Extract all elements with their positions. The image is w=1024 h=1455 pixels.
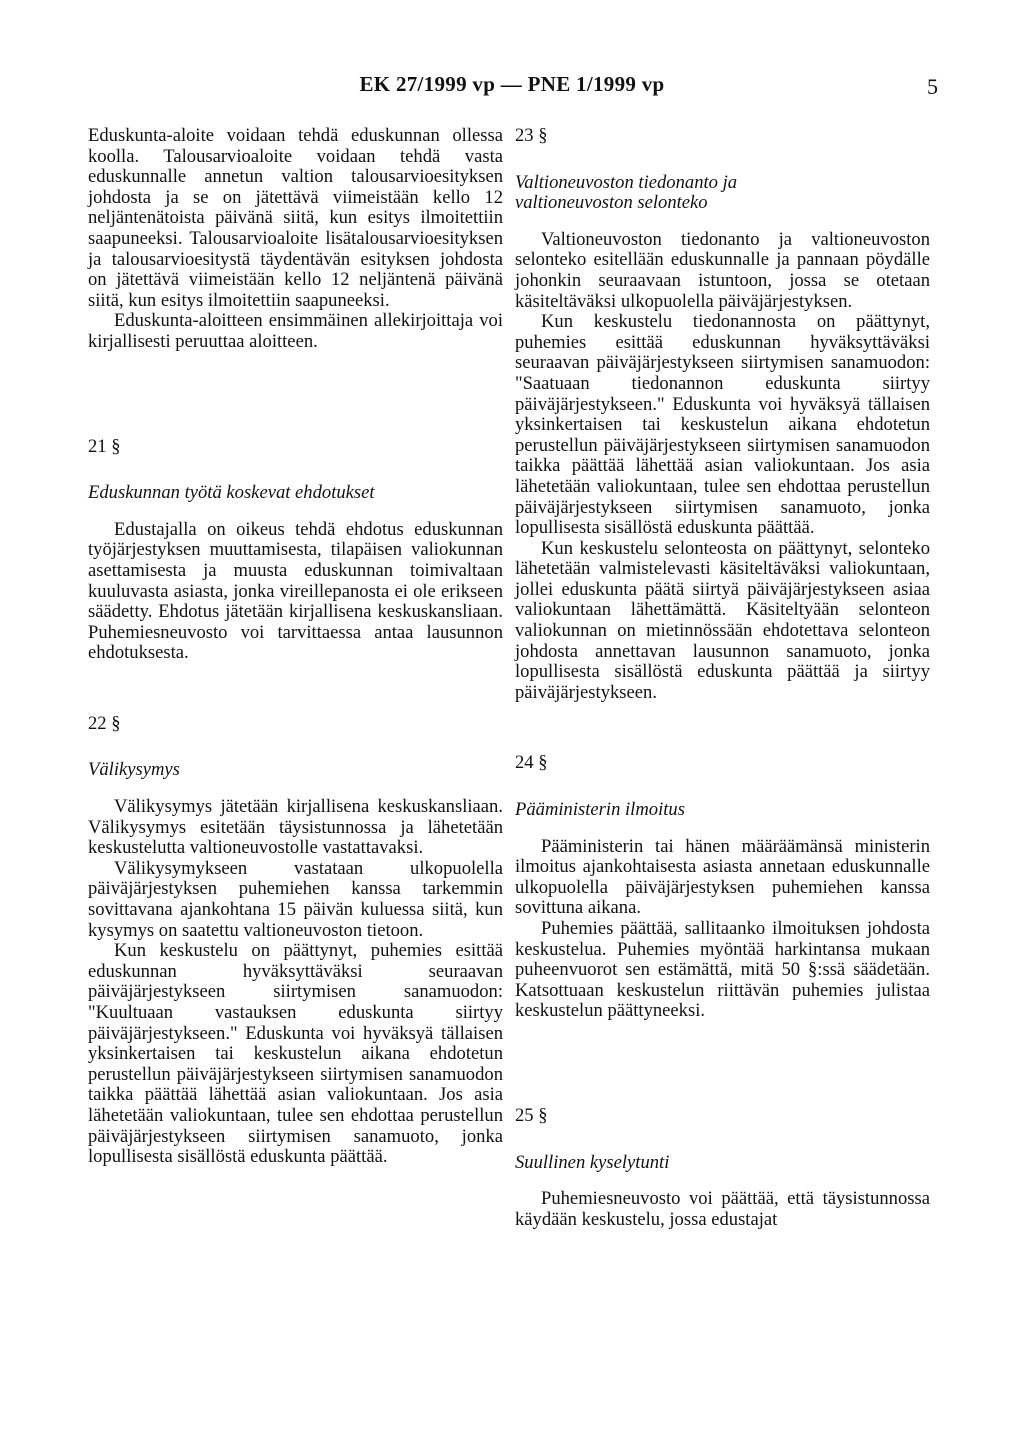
section-title-22: Välikysymys: [88, 759, 180, 781]
running-header: EK 27/1999 vp — PNE 1/1999 vp: [359, 72, 665, 96]
paragraph: Kun keskustelu selonteosta on päättynyt, selonteko lähetetään valmistelevasti käsiteltäväksi valiokuntaan, jollei eduskunta päätä siirtyä päiväjärjestykseen asiaa valiokuntaan lähettämättä. Käsiteltyään selonteon valiokunnan on mietinnössään ehdotettava selonteon johdosta annettavan lausunnon sanamuoto, jonka lopullisesta sisällöstä eduskunta päättää ja siirtyy päiväjärjestykseen.: [515, 537, 930, 703]
paragraph: Pääministerin tai hänen määräämänsä ministerin ilmoitus ajankohtaisesta asiasta annetaan eduskunnalle ulkopuolella päiväjärjestyksen puhemiehen kanssa sovittuna aikana.: [515, 835, 930, 919]
section-title-23: [515, 173, 930, 214]
paragraph: Välikysymys jätetään kirjallisena keskuskansliaan. Välikysymys esitetään täysistunnossa ja lähetetään keskustelutta valtioneuvostolle vastattavaksi.: [88, 796, 503, 859]
section-number-25: 25 §: [515, 1104, 548, 1126]
section-number-22: 22 §: [88, 712, 121, 734]
paragraph: Puhemies päättää, sallitaanko ilmoituksen johdosta keskustelua. Puhemies myöntää harkintansa mukaan puheenvuorot sen estämättä, mitä 50 §:ssä säädetään. Katsottuaan keskustelun riittävän puhemies julistaa keskustelun päättyneeksi.: [515, 918, 930, 1022]
paragraph: Eduskunta-aloite voidaan tehdä eduskunnan ollessa koolla. Talousarvioaloite voidaan tehdä vasta eduskunnalle annetun valtion talousarvioesityksen johdosta ja se on jätettävä viimeistään kello 12 neljäntenätoista päivänä siitä, kun esitys ilmoitettiin saapuneeksi. Talousarvioaloite lisätalousarvioesityksen ja talousarvioesitystä täydentävän esityksen johdosta on jätettävä viimeistään kello 12 neljäntenä päivänä siitä, kun esitys ilmoitettiin saapuneeksi.: [88, 125, 503, 311]
section-number-21: 21 §: [88, 435, 121, 457]
paragraph: Kun keskustelu tiedonannosta on päättynyt, puhemies esittää eduskunnan hyväksyttäväksi seuraavan päiväjärjestykseen siirtymisen sanamuodon: "Saatuaan tiedonannon eduskunta siirtyy päiväjärjestykseen." Eduskunta voi hyväksyä tällaisen yksinkertaisen tai keskustelun aikana ehdotetun perustellun päiväjärjestykseen siirtymisen sanamuodon taikka päättää lähettää asian valiokuntaan. Jos asia lähetetään valiokuntaan, tulee sen ehdottaa perustellun päiväjärjestykseen siirtymisen sanamuoto, jonka lopullisesta sisällöstä eduskunta päättää.: [515, 311, 930, 539]
section-title-line: Valtioneuvoston tiedonanto ja: [515, 171, 738, 193]
section-title-25: Suullinen kyselytunti: [515, 1151, 670, 1173]
section-number-24: 24 §: [515, 752, 548, 774]
section-title-line: valtioneuvoston selonteko: [515, 192, 708, 214]
right-column: [515, 126, 930, 1230]
section-title-21: Eduskunnan työtä koskevat ehdotukset: [88, 482, 375, 504]
paragraph: Välikysymykseen vastataan ulkopuolella päiväjärjestyksen puhemiehen kanssa tarkemmin sovittavana ajankohtana 15 päivän kuluessa siitä, kun kysymys on saatettu valtioneuvoston tietoon.: [88, 857, 503, 941]
paragraph: Puhemiesneuvosto voi päättää, että täysistunnossa käydään keskustelu, jossa edustajat: [515, 1188, 930, 1230]
paragraph: Valtioneuvoston tiedonanto ja valtioneuvoston selonteko esitellään eduskunnalle ja pannaan pöydälle johonkin seuraavaan istuntoon, jossa se otetaan käsiteltäväksi ulkopuolella päiväjärjestyksen.: [515, 228, 930, 312]
section-title-24: Pääministerin ilmoitus: [515, 799, 685, 821]
paragraph: Kun keskustelu on päättynyt, puhemies esittää eduskunnan hyväksyttäväksi seuraavan päiväjärjestykseen siirtymisen sanamuodon: "Kuultuaan vastauksen eduskunta siirtyy päiväjärjestykseen." Eduskunta voi hyväksyä tällaisen yksinkertaisen tai keskustelun aikana ehdotetun perustellun päiväjärjestykseen siirtymisen sanamuodon taikka päättää lähettää asian valiokuntaan. Jos asia lähetetään valiokuntaan, tulee sen ehdottaa perustellun päiväjärjestykseen siirtymisen sanamuoto, jonka lopullisesta sisällöstä eduskunta päättää.: [88, 940, 503, 1168]
left-column: [88, 126, 503, 1168]
page-number: 5: [927, 74, 938, 99]
section-number-23: 23 §: [515, 125, 548, 146]
paragraph: Edustajalla on oikeus tehdä ehdotus eduskunnan työjärjestyksen muuttamisesta, tilapäisen valiokunnan asettamisesta ja muusta eduskunnan toimivaltaan kuuluvasta asiasta, jonka vireillepanosta ei ole erikseen säädetty. Ehdotus jätetään kirjallisena keskuskansliaan. Puhemiesneuvosto voi tarvittaessa antaa lausunnon ehdotuksesta.: [88, 518, 503, 664]
paragraph: Eduskunta-aloitteen ensimmäinen allekirjoittaja voi kirjallisesti peruuttaa aloitteen.: [88, 310, 503, 352]
